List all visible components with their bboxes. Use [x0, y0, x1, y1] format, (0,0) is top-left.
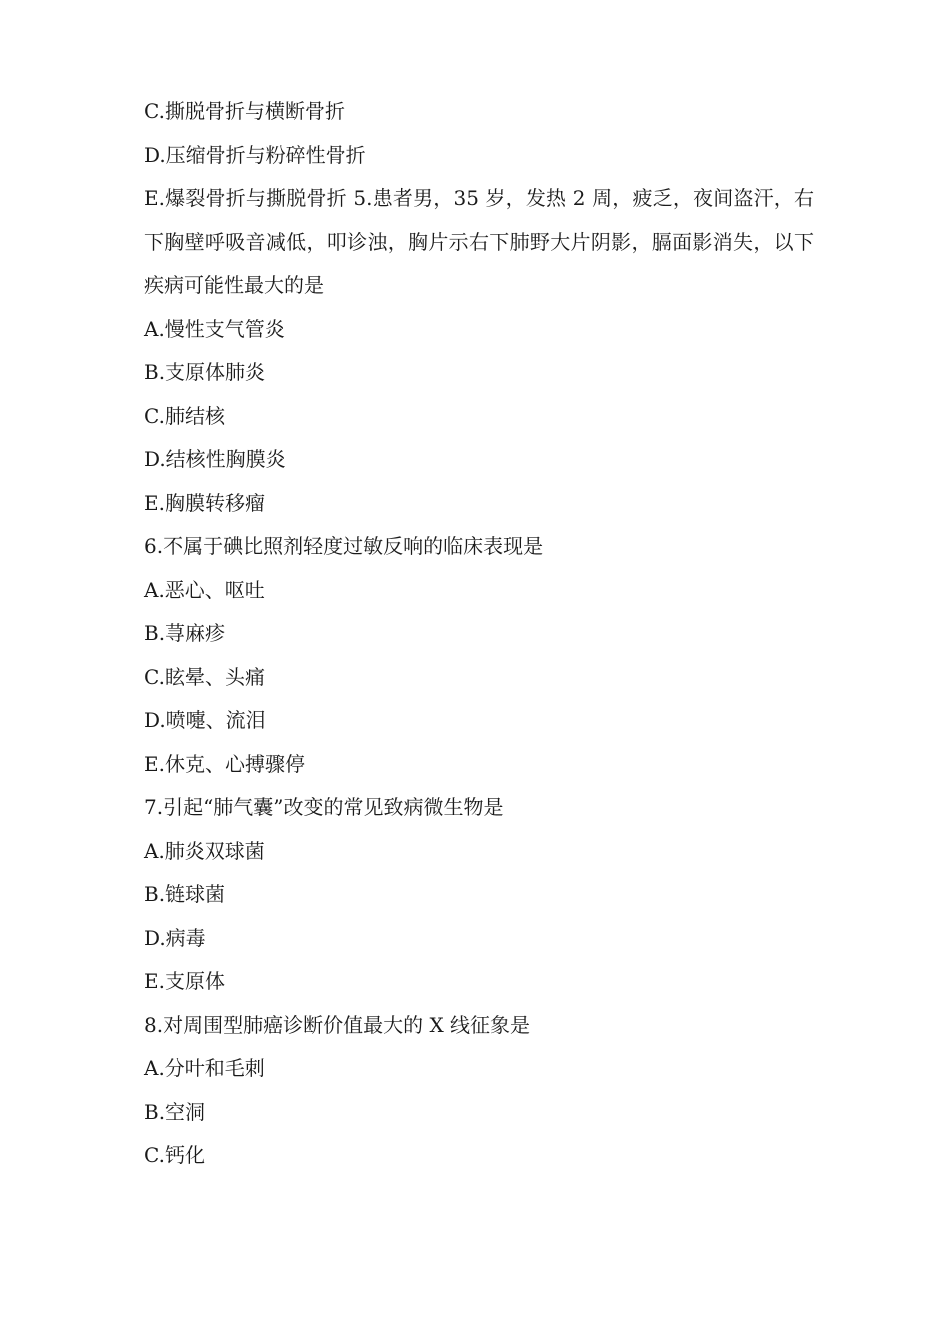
option-line: E.胸膜转移瘤 [144, 490, 265, 515]
option-line: B.链球菌 [144, 882, 226, 906]
question-text-block [144, 90, 814, 1178]
option-line: D.病毒 [144, 925, 206, 950]
option-line: C.眩晕、头痛 [144, 664, 265, 689]
option-line: D.结核性胸膜炎 [144, 447, 286, 471]
option-line: B.支原体肺炎 [144, 360, 266, 384]
option-line: A.肺炎双球菌 [144, 838, 265, 863]
option-line: A.恶心、呕吐 [144, 577, 265, 602]
question-7-stem: 7.引起“肺气囊”改变的常见致病微生物是 [144, 795, 504, 819]
option-line: C.撕脱骨折与横断骨折 [144, 99, 345, 123]
option-line: E.休克、心搏骤停 [144, 751, 305, 776]
question-5-paragraph: E.爆裂骨折与撕脱骨折 5.患者男，35 岁，发热 2 周，疲乏，夜间盗汗，右下胸壁呼吸音减低，叩诊浊，胸片示右下肺野大片阴影，膈面影消失，以下疾病可能性最大的是 [144, 186, 814, 297]
option-line: C.钙化 [144, 1143, 205, 1167]
option-line: A.分叶和毛刺 [144, 1056, 265, 1080]
option-line: B.空洞 [144, 1099, 206, 1124]
question-8-stem: 8.对周围型肺癌诊断价值最大的 X 线征象是 [144, 1012, 531, 1037]
option-line: B.荨麻疹 [144, 621, 226, 645]
option-line: D.喷嚏、流泪 [144, 708, 266, 732]
option-line: E.支原体 [144, 969, 225, 993]
option-line: C.肺结核 [144, 403, 225, 428]
option-line: A.慢性支气管炎 [144, 316, 285, 341]
question-6-stem: 6.不属于碘比照剂轻度过敏反响的临床表现是 [144, 534, 544, 558]
option-line: D.压缩骨折与粉碎性骨折 [144, 142, 366, 167]
